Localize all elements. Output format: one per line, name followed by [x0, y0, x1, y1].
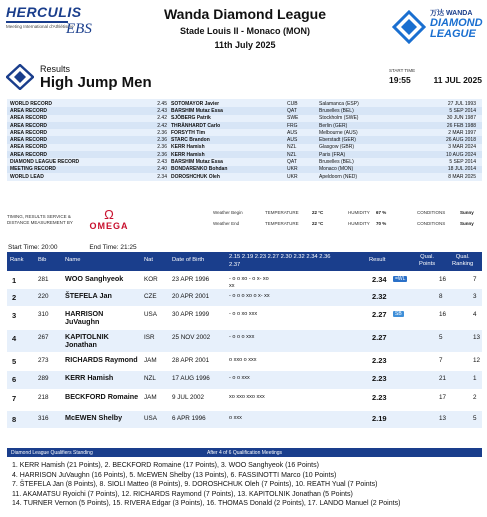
weather-begin-label: Weather Begin — [213, 210, 243, 215]
omega-text: OMEGA — [89, 221, 129, 231]
result-nat: KOR — [144, 276, 158, 283]
record-date: 26 FEB 1988 — [446, 122, 476, 129]
result-row — [7, 353, 482, 370]
result-qual-ranking: 12 — [473, 357, 481, 364]
result-row — [7, 307, 482, 329]
temp-begin: 22 °C — [312, 210, 324, 215]
header-nat: Nat — [144, 257, 154, 263]
record-venue: Bruxelles (BEL) — [319, 107, 354, 114]
omega-icon: Ω — [104, 207, 114, 222]
result-athlete-name: KAPITOLNIK — [65, 332, 109, 341]
record-athlete: DOROSHCHUK Oleh — [171, 173, 220, 180]
result-qual-points: 5 — [439, 334, 443, 341]
record-name: WORLD RECORD — [10, 100, 52, 107]
result-row — [7, 411, 482, 428]
herculis-logo — [6, 4, 98, 46]
result-attempts: o xxo o xxx — [229, 357, 257, 363]
record-mark: 2.45 — [157, 100, 167, 107]
record-name: AREA RECORD — [10, 151, 48, 158]
start-time-label: START TIME — [389, 68, 416, 73]
standings-header — [7, 448, 482, 457]
dl-name-text — [430, 18, 483, 40]
header-heights-row2: 2.37 — [229, 262, 241, 268]
record-mark: 2.40 — [157, 166, 167, 173]
standings-line: 4. HARRISON JuVaughn (16 Points), 5. McEWEN Shelby (13 Points), 6. FASSINOTTI Marco (10 Points) — [12, 471, 337, 479]
result-bib: 316 — [38, 415, 49, 422]
dl-name-line1: DIAMOND — [430, 17, 483, 29]
record-date: 8 MAR 2025 — [448, 173, 476, 180]
humidity-end: 70 % — [376, 221, 387, 226]
result-dob: 17 AUG 1996 — [172, 375, 210, 382]
header-qual-ranking — [452, 254, 473, 267]
standings-subtitle: After 4 of 6 Qualification Meetings — [207, 450, 283, 456]
result-row — [7, 371, 482, 389]
header-heights: 2.15 2.19 2.23 2.27 2.30 2.32 2.34 2.36 — [229, 254, 331, 260]
header-bib: Bib — [38, 257, 47, 263]
result-qual-points: 16 — [439, 276, 447, 283]
result-dob: 6 APR 1996 — [172, 415, 206, 422]
header-rank: Rank — [10, 257, 24, 263]
record-mark: 2.42 — [157, 115, 167, 122]
record-venue: Salamanca (ESP) — [319, 100, 359, 107]
record-mark: 2.43 — [157, 107, 167, 114]
result-record-tag: =WL — [395, 276, 406, 282]
dl-sponsor-text: 万达 WANDA — [430, 10, 473, 17]
herculis-logo-line — [6, 21, 68, 23]
conditions-end-label: CONDITIONS — [417, 221, 446, 226]
result-qual-points: 17 — [439, 394, 447, 401]
record-mark: 2.36 — [157, 144, 167, 151]
record-name: AREA RECORD — [10, 115, 48, 122]
diamond-icon — [392, 10, 426, 44]
temp-begin-label: TEMPERATURE — [265, 210, 299, 215]
header-qual-points-line1: Qual. — [420, 254, 434, 260]
record-athlete: STARC Brandon — [171, 137, 210, 144]
result-attempts: - o o o xxx — [229, 334, 255, 340]
result-attempts: xo xxo xxo xxx — [229, 394, 265, 400]
diamond-league-logo — [392, 8, 484, 48]
result-qual-points: 8 — [439, 293, 443, 300]
record-venue: Melbourne (AUS) — [319, 129, 358, 136]
record-nat: NZL — [287, 144, 297, 151]
meeting-date: 11th July 2025 — [214, 40, 276, 50]
result-mark: 2.32 — [372, 292, 387, 301]
result-qual-points: 16 — [439, 311, 447, 318]
record-name: AREA RECORD — [10, 129, 48, 136]
result-athlete-name-line2: Jonathan — [65, 340, 97, 349]
result-rank: 5 — [12, 357, 17, 366]
herculis-logo-subtitle: Meeting International d'Athlétisme — [6, 24, 74, 29]
standings-line: 14. TURNER Vernon (5 Points), 15. RIVERA Edgar (3 Points), 16. THOMAS Donald (2 Points), 17. LANDO Manuel (2 Points) — [12, 500, 401, 508]
meeting-venue: Stade Louis II - Monaco (MON) — [180, 26, 310, 36]
herculis-ebs-text: EBS — [66, 21, 92, 37]
result-rank: 8 — [12, 415, 17, 424]
result-bib: 267 — [38, 334, 49, 341]
result-nat: USA — [144, 311, 157, 318]
timing-credit-line1: TIMING, RESULTS SERVICE & — [7, 214, 71, 219]
event-name: High Jump Men — [40, 74, 152, 91]
start-time-text: Start Time: 20:00 — [8, 244, 58, 251]
record-row — [7, 173, 482, 180]
conditions-begin: Sunny — [460, 210, 474, 215]
result-attempts: - o o xxx — [229, 375, 250, 381]
record-row — [7, 129, 482, 136]
result-dob: 20 APR 2001 — [172, 293, 210, 300]
result-qual-points: 21 — [439, 375, 447, 382]
record-nat: AUS — [287, 129, 298, 136]
result-dob: 28 APR 2001 — [172, 357, 210, 364]
record-row — [7, 151, 482, 158]
record-name: DIAMOND LEAGUE RECORD — [10, 159, 80, 166]
record-venue: Monaco (MON) — [319, 166, 354, 173]
conditions-end: Sunny — [460, 221, 474, 226]
result-nat: USA — [144, 415, 157, 422]
record-date: 18 JUL 2014 — [447, 166, 476, 173]
record-row — [7, 115, 482, 122]
result-rank: 1 — [12, 276, 17, 285]
record-name: MEETING RECORD — [10, 166, 56, 173]
record-date: 2 MAR 1997 — [448, 129, 476, 136]
conditions-panel — [7, 206, 482, 236]
result-athlete-name: BECKFORD Romaine — [65, 392, 139, 401]
meeting-header — [0, 0, 487, 58]
event-times — [8, 244, 167, 251]
record-athlete: BARSHIM Mutaz Essa — [171, 107, 223, 114]
result-dob: 9 JUL 2002 — [172, 394, 204, 401]
omega-logo — [79, 208, 139, 234]
record-nat: QAT — [287, 107, 297, 114]
meeting-title: Wanda Diamond League — [163, 6, 327, 22]
result-attempts-line2: xx — [229, 283, 235, 289]
result-qual-ranking: 2 — [473, 394, 477, 401]
record-nat: CUB — [287, 100, 298, 107]
humidity-begin: 67 % — [376, 210, 387, 215]
record-date: 5 SEP 2014 — [449, 107, 476, 114]
standings-title: Diamond League Qualifiers Standing — [11, 450, 93, 456]
result-record-tag: SB — [395, 311, 402, 317]
herculis-logo-text: HERCULIS — [6, 4, 82, 20]
record-name: AREA RECORD — [10, 144, 48, 151]
record-name: AREA RECORD — [10, 137, 48, 144]
result-mark: 2.23 — [372, 356, 387, 365]
result-nat: JAM — [144, 394, 157, 401]
record-row — [7, 166, 482, 173]
record-date: 26 AUG 2018 — [445, 137, 476, 144]
result-dob: 25 NOV 2002 — [172, 334, 211, 341]
record-venue: Eberstadt (GER) — [319, 137, 356, 144]
record-name: AREA RECORD — [10, 107, 48, 114]
result-dob: 30 APR 1999 — [172, 311, 210, 318]
result-qual-points: 13 — [439, 415, 447, 422]
record-venue: Berlin (GER) — [319, 122, 348, 129]
header-dob: Date of Birth — [172, 257, 205, 263]
result-mark: 2.23 — [372, 374, 387, 383]
records-table — [7, 99, 482, 181]
record-row — [7, 107, 482, 114]
start-date: 11 JUL 2025 — [433, 75, 482, 85]
result-mark: 2.19 — [372, 414, 387, 423]
temp-end: 22 °C — [312, 221, 324, 226]
humidity-end-label: HUMIDITY — [348, 221, 370, 226]
record-date: 5 SEP 2014 — [449, 159, 476, 166]
record-venue: Stockholm (SWE) — [319, 115, 359, 122]
record-row — [7, 144, 482, 151]
record-mark: 2.42 — [157, 122, 167, 129]
standings-line: 7. ŠTEFELA Jan (8 Points), 8. SIOLI Matteo (8 Points), 9. DOROSHCHUK Oleh (7 Points), 10. REATH Yual (7 Points) — [12, 481, 378, 489]
record-mark: 2.34 — [157, 173, 167, 180]
record-nat: QAT — [287, 159, 297, 166]
result-bib: 218 — [38, 394, 49, 401]
result-bib: 273 — [38, 357, 49, 364]
result-athlete-name: ŠTEFELA Jan — [65, 291, 112, 300]
result-mark: 2.23 — [372, 393, 387, 402]
result-bib: 289 — [38, 375, 49, 382]
event-header — [0, 60, 487, 96]
record-athlete: FORSYTH Tim — [171, 129, 206, 136]
record-venue: Bruxelles (BEL) — [319, 159, 354, 166]
result-rank: 3 — [12, 311, 17, 320]
result-mark: 2.27 — [372, 333, 387, 342]
record-nat: SWE — [287, 115, 299, 122]
diamond-icon — [6, 64, 34, 90]
result-qual-ranking: 7 — [473, 276, 477, 283]
humidity-begin-label: HUMIDITY — [348, 210, 370, 215]
timing-credit — [7, 214, 77, 226]
result-row — [7, 272, 482, 289]
record-row — [7, 122, 482, 129]
record-athlete: BONDARENKO Bohdan — [171, 166, 228, 173]
record-athlete: SOTOMAYOR Javier — [171, 100, 220, 107]
result-nat: JAM — [144, 357, 157, 364]
result-rank: 2 — [12, 293, 17, 302]
record-date: 30 JUN 1987 — [446, 115, 476, 122]
record-athlete: KERR Hamish — [171, 144, 205, 151]
record-athlete: BARSHIM Mutaz Essa — [171, 159, 223, 166]
result-qual-ranking: 1 — [473, 375, 477, 382]
record-mark: 2.36 — [157, 129, 167, 136]
record-athlete: KERR Hamish — [171, 151, 205, 158]
dl-name-line2: LEAGUE — [430, 28, 476, 40]
results-header — [7, 252, 482, 271]
result-nat: NZL — [144, 375, 156, 382]
record-nat: FRG — [287, 122, 298, 129]
record-date: 27 JUL 1993 — [447, 100, 476, 107]
record-venue: Paris (FRA) — [319, 151, 346, 158]
result-mark: 2.34 — [372, 275, 387, 284]
result-attempts: - o o xo - o x- xo — [229, 276, 269, 282]
result-rank: 7 — [12, 394, 17, 403]
result-qual-ranking: 3 — [473, 293, 477, 300]
record-nat: AUS — [287, 137, 298, 144]
result-bib: 281 — [38, 276, 49, 283]
record-name: WORLD LEAD — [10, 173, 44, 180]
record-row — [7, 158, 482, 165]
result-qual-ranking: 13 — [473, 334, 481, 341]
temp-end-label: TEMPERATURE — [265, 221, 299, 226]
record-date: 10 AUG 2024 — [445, 151, 476, 158]
record-nat: UKR — [287, 166, 298, 173]
result-bib: 220 — [38, 293, 49, 300]
result-bib: 310 — [38, 311, 49, 318]
result-rank: 6 — [12, 375, 17, 384]
start-time: 19:55 — [389, 75, 411, 85]
result-athlete-name: KERR Hamish — [65, 373, 114, 382]
result-athlete-name: HARRISON — [65, 309, 104, 318]
result-athlete-name: McEWEN Shelby — [65, 413, 123, 422]
result-row — [7, 289, 482, 306]
record-mark: 2.36 — [157, 151, 167, 158]
results-label: Results — [40, 64, 71, 74]
result-nat: CZE — [144, 293, 157, 300]
result-row — [7, 330, 482, 352]
record-name: AREA RECORD — [10, 122, 48, 129]
result-attempts: - o o xo xxx — [229, 311, 258, 317]
result-attempts: o xxx — [229, 415, 242, 421]
record-date: 3 MAR 2024 — [448, 144, 476, 151]
end-time-text: End Time: 21:25 — [89, 244, 137, 251]
weather-end-label: Weather End — [213, 221, 240, 226]
record-nat: NZL — [287, 151, 297, 158]
result-dob: 23 APR 1996 — [172, 276, 210, 283]
result-mark: 2.27 — [372, 310, 387, 319]
record-row — [7, 136, 482, 143]
record-mark: 2.43 — [157, 159, 167, 166]
header-qual-ranking-line1: Qual. — [455, 254, 470, 260]
standings-list — [12, 461, 482, 509]
result-athlete-name: RICHARDS Raymond — [65, 355, 138, 364]
result-row — [7, 390, 482, 410]
record-athlete: THRÄNHARDT Carlo — [171, 122, 221, 129]
standings-line: 1. KERR Hamish (21 Points), 2. BECKFORD Romaine (17 Points), 3. WOO Sanghyeok (16 Points) — [12, 462, 319, 469]
result-qual-points: 7 — [439, 357, 443, 364]
result-athlete-name-line2: JuVaughn — [65, 317, 100, 326]
standings-line: 11. AKAMATSU Ryoichi (7 Points), 12. RICHARDS Raymond (7 Points), 13. KAPITOLNIK Jonathan (5 Points) — [12, 490, 353, 498]
record-nat: UKR — [287, 173, 298, 180]
result-attempts: - o o o xo o x- xx — [229, 293, 270, 299]
header-qual-points — [419, 254, 435, 267]
record-venue: Apeldoorn (NED) — [319, 173, 358, 180]
record-venue: Glasgow (GBR) — [319, 144, 355, 151]
result-athlete-name: WOO Sanghyeok — [65, 274, 124, 283]
result-qual-ranking: 4 — [473, 311, 477, 318]
record-athlete: SJÖBERG Patrik — [171, 115, 211, 122]
header-name: Name — [65, 257, 81, 263]
conditions-begin-label: CONDITIONS — [417, 210, 446, 215]
header-qual-ranking-line2: Ranking — [452, 260, 474, 267]
header-qual-points-line2: Points — [419, 260, 436, 267]
result-rank: 4 — [12, 334, 17, 343]
result-qual-ranking: 5 — [473, 415, 477, 422]
result-nat: ISR — [144, 334, 155, 341]
header-result: Result — [369, 257, 386, 263]
meeting-info — [130, 6, 360, 50]
record-mark: 2.36 — [157, 137, 167, 144]
record-row — [7, 100, 482, 107]
timing-credit-line2: DISTANCE MEASUREMENT BY — [7, 220, 73, 225]
